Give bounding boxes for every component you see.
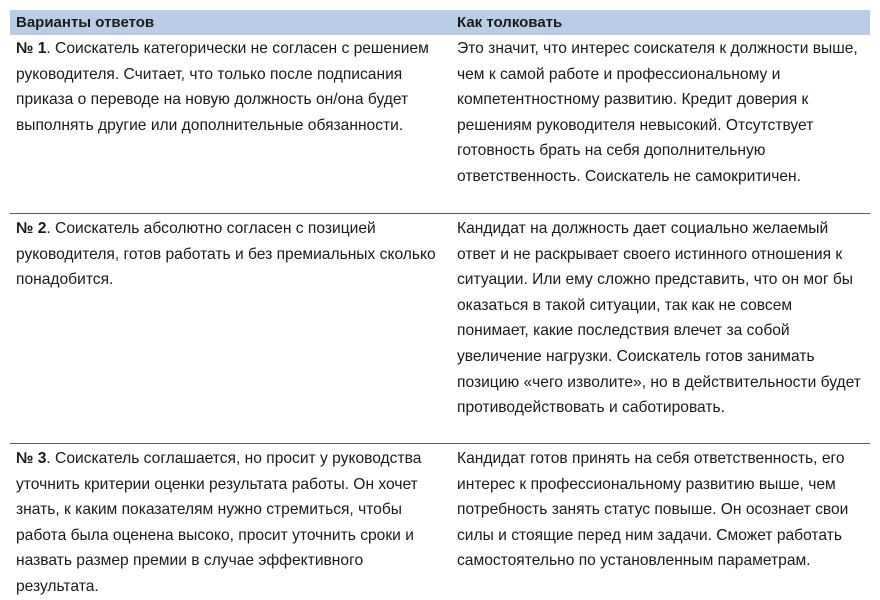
interpretation-cell: Кандидат готов принять на себя ответственность, его интерес к профессиональному развитию выше, чем потребность занять статус повыше. Он осознает свои силы и стоящие перед ним задачи. Сможет работать самостоятельно по установленным параметрам. <box>457 450 849 570</box>
answer-cell <box>10 216 448 443</box>
answer-number: № 1 <box>16 40 47 57</box>
answer-text: . Соискатель абсолютно согласен с позицией руководителя, готов работать и без премиальных сколько понадобится. <box>16 220 436 289</box>
table-row <box>10 214 870 443</box>
table-header <box>10 10 870 35</box>
table-row <box>10 35 870 213</box>
table-row <box>10 444 870 596</box>
interpretation-cell: Это значит, что интерес соискателя к должности выше, чем к самой работе и профессиональному и компетентностному развитию. Кредит доверия к решениям руководителя невысокий. Отсутствует готовность брать на себя дополнительную ответственность. Соискатель не самокритичен. <box>457 40 858 185</box>
answers-table <box>10 10 870 596</box>
answer-text: . Соискатель категорически не согласен с решением руководителя. Считает, что только после подписания приказа о переводе на новую должность он/она будет выполнять другие или дополнительные обязанности. <box>16 40 429 134</box>
interpretation-cell: Кандидат на должность дает социально желаемый ответ и не раскрывает своего истинного отношения к ситуации. Или ему сложно представить, что он мог бы оказаться в такой ситуации, так как не совсем понимает, какие последствия влечет за собой увеличение нагрузки. Соискатель готов занимать позицию «чего изволите», но в действительности будет противодействовать и саботировать. <box>457 220 861 417</box>
answer-cell <box>10 446 448 596</box>
header-interpretation: Как толковать <box>457 14 563 31</box>
answer-number: № 3 <box>16 450 47 467</box>
answer-number: № 2 <box>16 220 47 237</box>
answer-cell <box>10 36 448 213</box>
header-answers: Варианты ответов <box>16 14 155 31</box>
answer-text: . Соискатель соглашается, но просит у руководства уточнить критерии оценки результата работы. Он хочет знать, к каким показателям нужно стремиться, чтобы работа была оценена высоко, просит уточнить сроки и назвать размер премии в случае эффективного результата. <box>16 450 422 595</box>
